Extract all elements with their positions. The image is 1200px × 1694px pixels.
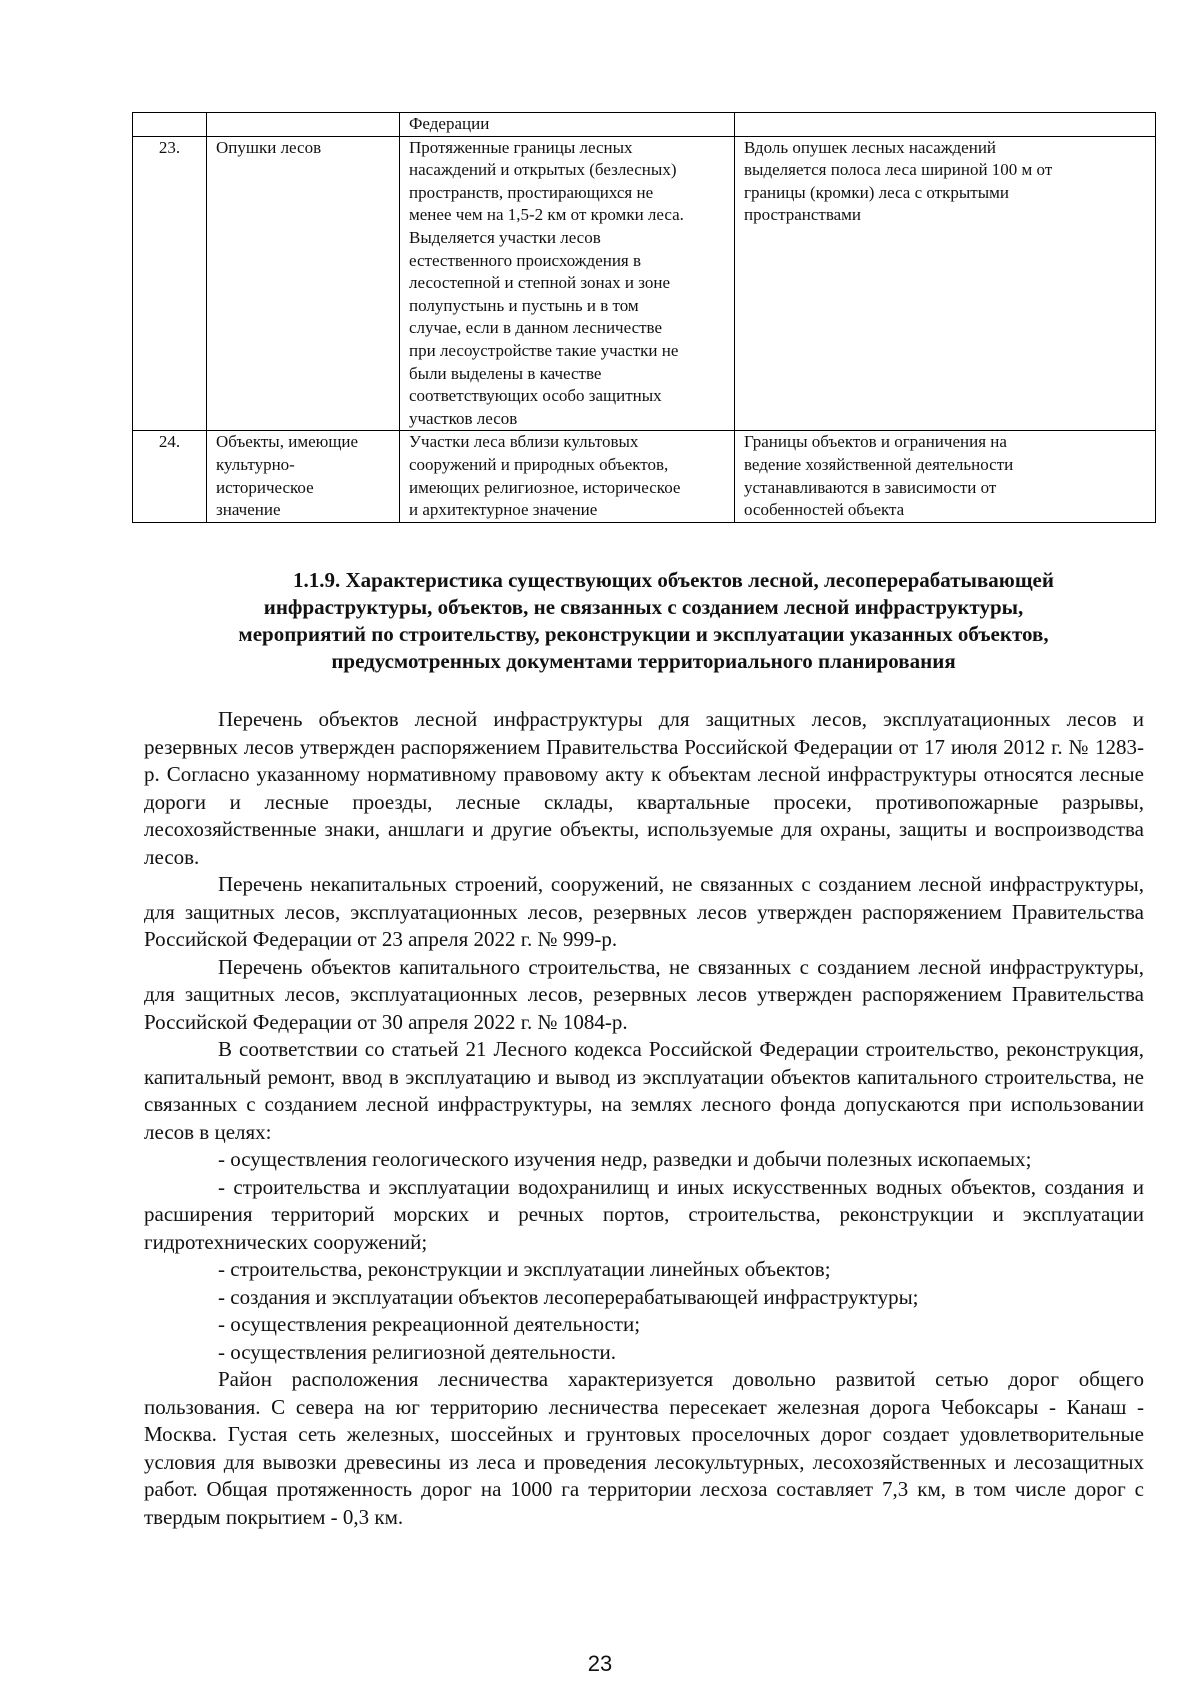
cell-line: границы (кромки) леса с открытыми	[744, 182, 1009, 202]
page-number: 23	[587, 1651, 613, 1676]
heading-line: мероприятий по строительству, реконструкции и эксплуатации указанных объектов,	[238, 622, 1049, 646]
table-cell-number: 24.	[133, 431, 207, 522]
cell-line: Федерации	[409, 114, 490, 133]
cell-line: случае, если в данном лесничестве	[409, 318, 663, 338]
table-cell-description	[400, 136, 735, 431]
paragraph: Перечень некапитальных строений, сооружений, не связанных с созданием лесной инфраструктуры, для защитных лесов, эксплуатационных лесов, резервных лесов утвержден распоряжением Правительства Российской Федерации от 23 апреля 2022 г. № 999-р.	[144, 872, 1144, 951]
cell-line: и архитектурное значение	[409, 500, 598, 520]
cell-line: ведение хозяйственной деятельности	[744, 454, 1014, 474]
table-row-continuation	[133, 113, 1156, 137]
cell-line: лесостепной и степной зонах и зоне	[409, 273, 671, 293]
cell-line: Участки леса вблизи культовых	[409, 432, 639, 452]
cell-line: были выделены в качестве	[409, 363, 602, 383]
body-text	[144, 706, 1144, 1531]
cell-line: Опушки лесов	[216, 137, 322, 157]
table-cell-regime	[735, 113, 1156, 137]
cell-line: особенностей объекта	[744, 500, 905, 520]
cell-line: естественного происхождения в	[409, 250, 642, 270]
list-item: - осуществления рекреационной деятельности;	[218, 1312, 641, 1336]
paragraph: Район расположения лесничества характеризуется довольно развитой сетью дорог общего пользования. С севера на юг территорию лесничества пересекает железная дорога Чебоксары - Канаш - Москва. Густая сеть железных, шоссейных и грунтовых проселочных дорог создает удовлетворительные условия для вывозки древесины из леса и проведения лесокультурных, лесохозяйственных и лесозащитных работ. Общая протяженность дорог на 1000 га территории лесхоза составляет 7,3 км, в том числе дорог с твердым покрытием - 0,3 км.	[144, 1367, 1144, 1529]
list-item: - осуществления религиозной деятельности.	[218, 1339, 617, 1364]
list-item: - осуществления геологического изучения недр, разведки и добычи полезных ископаемых;	[218, 1147, 1032, 1171]
section-heading	[132, 567, 1155, 675]
table-cell-description	[400, 113, 735, 137]
table-cell-regime	[735, 136, 1156, 431]
cell-line: соответствующих особо защитных	[409, 386, 662, 406]
cell-line: устанавливаются в зависимости от	[744, 477, 997, 497]
cell-line: участков лесов	[409, 408, 518, 428]
cell-line: Вдоль опушек лесных насаждений	[744, 137, 997, 157]
table-row	[133, 431, 1156, 522]
table-cell-name	[207, 113, 400, 137]
list-item: - строительства и эксплуатации водохранилищ и иных искусственных водных объектов, создания и расширения территорий морских и речных портов, строительства, реконструкции и эксплуатации гидротехнических сооружений;	[144, 1174, 1144, 1254]
cell-line: полупустынь и пустынь и в том	[409, 295, 639, 315]
cell-line: пространств, простирающихся не	[409, 182, 654, 202]
cell-line: Протяженные границы лесных	[409, 137, 633, 157]
cell-line: Выделяется участки лесов	[409, 227, 601, 247]
table-cell-name	[207, 136, 400, 431]
heading-line: предусмотренных документами территориального планирования	[331, 649, 956, 673]
protective-forest-table	[132, 112, 1156, 523]
cell-line: историческое	[216, 477, 314, 497]
table-cell-name	[207, 431, 400, 522]
cell-line: пространствами	[744, 205, 862, 225]
heading-line: 1.1.9. Характеристика существующих объектов лесной, лесоперерабатывающей	[293, 568, 1054, 592]
cell-line: менее чем на 1,5-2 км от кромки леса.	[409, 205, 684, 225]
table-row	[133, 136, 1156, 431]
list-item: - создания и эксплуатации объектов лесоперерабатывающей инфраструктуры;	[218, 1284, 919, 1309]
cell-line: выделяется полоса леса шириной 100 м от	[744, 160, 1053, 180]
cell-line: Границы объектов и ограничения на	[744, 432, 1007, 452]
cell-line: имеющих религиозное, историческое	[409, 477, 681, 497]
table-cell-number: 23.	[133, 136, 207, 431]
cell-line: при лесоустройстве такие участки не	[409, 340, 679, 360]
paragraph: В соответствии со статьей 21 Лесного кодекса Российской Федерации строительство, реконструкция, капитальный ремонт, ввод в эксплуатацию и вывод из эксплуатации объектов капитального строительства, не связанных с созданием лесной инфраструктуры, на землях лесного фонда допускаются при использовании лесов в целях:	[144, 1037, 1144, 1144]
cell-line: сооружений и природных объектов,	[409, 454, 669, 474]
cell-line: значение	[216, 500, 281, 520]
table-cell-description	[400, 431, 735, 522]
paragraph: Перечень объектов лесной инфраструктуры для защитных лесов, эксплуатационных лесов и резервных лесов утвержден распоряжением Правительства Российской Федерации от 17 июля 2012 г. № 1283-р. Согласно указанному нормативному правовому акту к объектам лесной инфраструктуры относятся лесные дороги и лесные проезды, лесные склады, квартальные просеки, противопожарные разрывы, лесохозяйственные знаки, аншлаги и другие объекты, используемые для охраны, защиты и воспроизводства лесов.	[144, 707, 1144, 869]
paragraph: Перечень объектов капитального строительства, не связанных с созданием лесной инфраструктуры, для защитных лесов, эксплуатационных лесов, резервных лесов утвержден распоряжением Правительства Российской Федерации от 30 апреля 2022 г. № 1084-р.	[144, 954, 1144, 1034]
list-item: - строительства, реконструкции и эксплуатации линейных объектов;	[218, 1257, 831, 1281]
table-cell-regime	[735, 431, 1156, 522]
table-cell-number	[133, 113, 207, 137]
cell-line: Объекты, имеющие	[216, 432, 359, 452]
cell-line: культурно-	[216, 454, 295, 474]
cell-line: насаждений и открытых (безлесных)	[409, 160, 677, 180]
heading-line: инфраструктуры, объектов, не связанных с созданием лесной инфраструктуры,	[263, 595, 1024, 619]
